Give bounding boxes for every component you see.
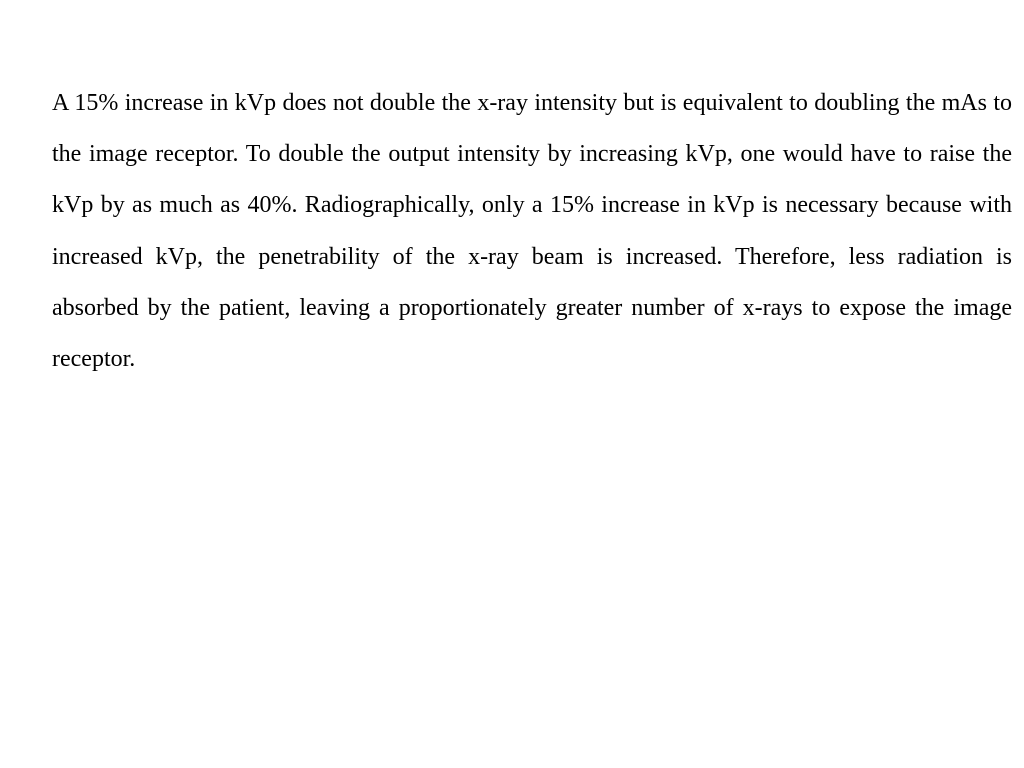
body-paragraph: A 15% increase in kVp does not double the x-ray intensity but is equivalent to doubling the mAs to the image receptor. To double the output intensity by increasing kVp, one would have to raise the kVp by as much as 40%. Radiographically, only a 15% increase in kVp is necessary because with increased kVp, the penetrability of the x-ray beam is increased. Therefore, less radiation is absorbed by the patient, leaving a proportionately greater number of x-rays to expose the image receptor. xyxy=(52,90,1012,373)
